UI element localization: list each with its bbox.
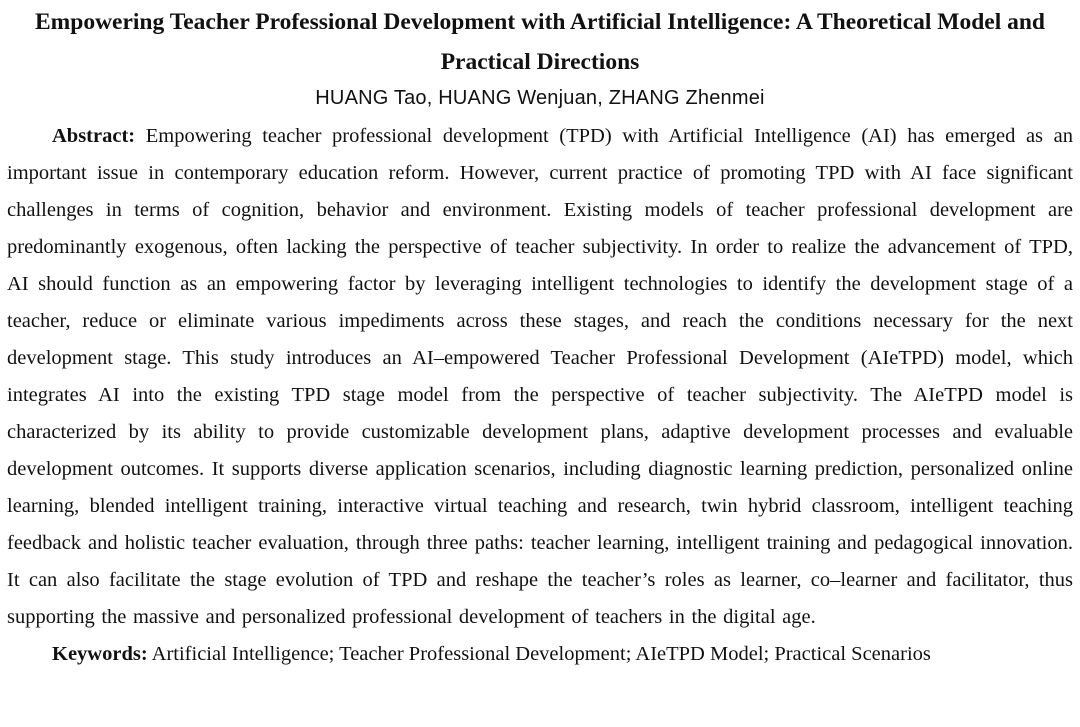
keywords-paragraph <box>7 636 1073 673</box>
keywords-text: Artificial Intelligence; Teacher Professional Development; AIeTPD Model; Practical Scenarios <box>151 643 931 665</box>
keywords-label: Keywords: <box>52 643 148 665</box>
abstract-text: Empowering teacher professional development (TPD) with Artificial Intelligence (AI) has emerged as an important issue in contemporary education reform. However, current practice of promoting TPD with AI face significant challenges in terms of cognition, behavior and environment. Existing models of teacher professional development are predominantly exogenous, often lacking the perspective of teacher subjectivity. In order to realize the advancement of TPD, AI should function as an empowering factor by leveraging intelligent technologies to identify the development stage of a teacher, reduce or eliminate various impediments across these stages, and reach the conditions necessary for the next development stage. This study introduces an AI–empowered Teacher Professional Development (AIeTPD) model, which integrates AI into the existing TPD stage model from the perspective of teacher subjectivity. The AIeTPD model is characterized by its ability to provide customizable development plans, adaptive development processes and evaluable development outcomes. It supports diverse application scenarios, including diagnostic learning prediction, personalized online learning, blended intelligent training, interactive virtual teaching and research, twin hybrid classroom, intelligent teaching feedback and holistic teacher evaluation, through three paths: teacher learning, intelligent training and pedagogical innovation. It can also facilitate the stage evolution of TPD and reshape the teacher’s roles as learner, co–learner and facilitator, thus supporting the massive and personalized professional development of teachers in the digital age. <box>7 125 1073 628</box>
abstract-paragraph <box>7 118 1073 636</box>
paper-title: Empowering Teacher Professional Development with Artificial Intelligence: A Theoretical Model and Practical Directions <box>35 9 1045 75</box>
abstract-label: Abstract: <box>52 125 136 147</box>
paper-authors: HUANG Tao, HUANG Wenjuan, ZHANG Zhenmei <box>315 87 765 109</box>
